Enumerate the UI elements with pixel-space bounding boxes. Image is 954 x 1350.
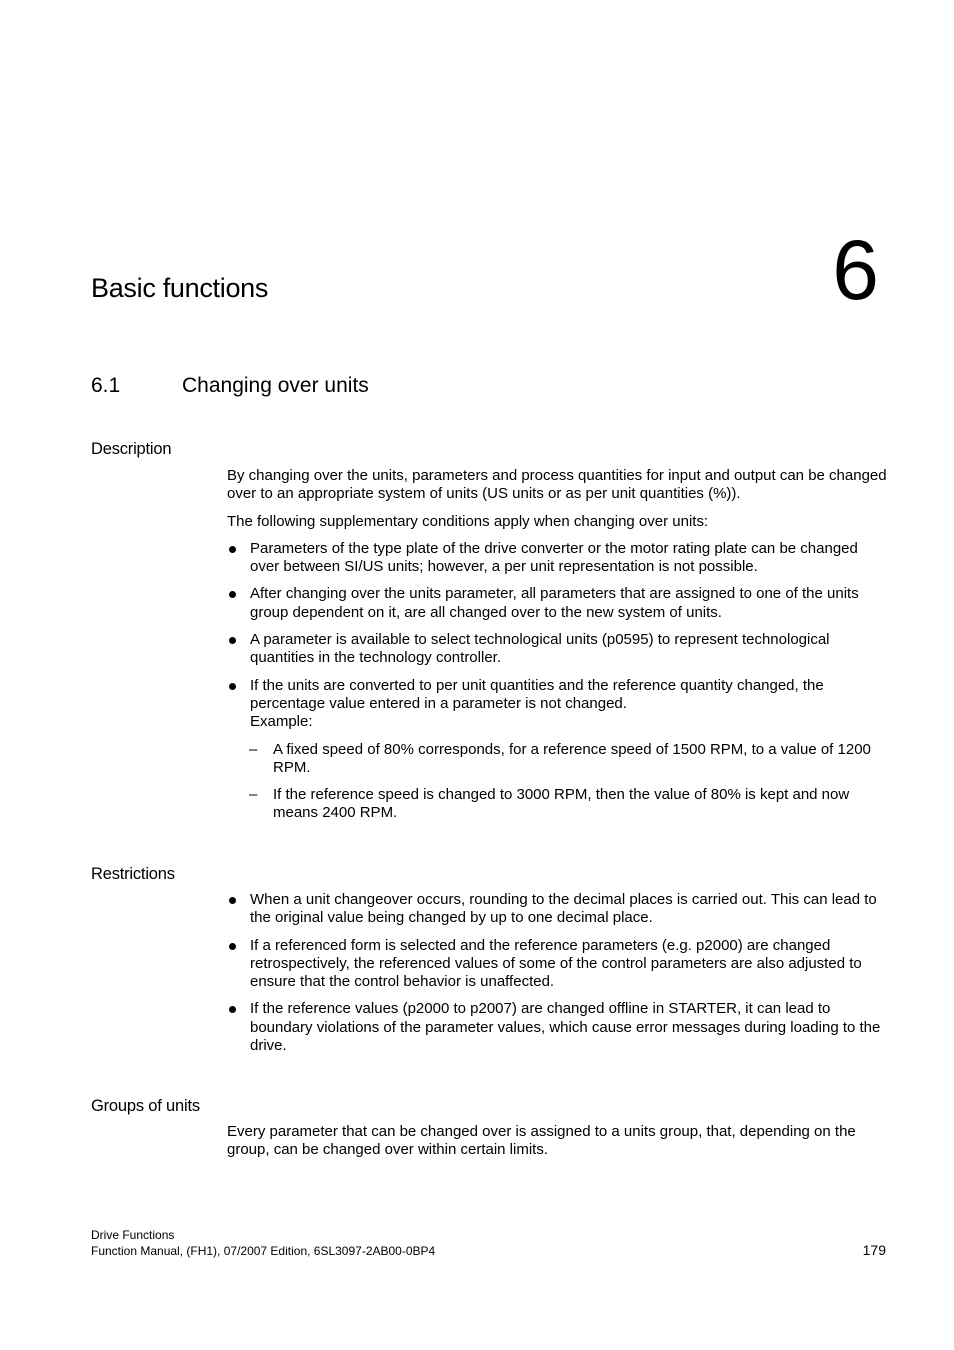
groups-heading: Groups of units bbox=[91, 1097, 200, 1115]
section-title: Changing over units bbox=[182, 374, 369, 397]
description-intro: By changing over the units, parameters and process quantities for input and output can be changed over to an appropriate system of units (US units or as per unit quantities (%)). bbox=[227, 467, 887, 503]
section-number: 6.1 bbox=[91, 374, 121, 397]
list-item: Parameters of the type plate of the drive converter or the motor rating plate can be changed over between SI/US units; however, a per unit representation is not possible. bbox=[227, 540, 887, 577]
restrictions-body bbox=[227, 891, 887, 1055]
bullet-icon bbox=[229, 1006, 236, 1013]
conditions-intro: The following supplementary conditions apply when changing over units: bbox=[227, 512, 709, 530]
restrictions-heading: Restrictions bbox=[91, 865, 175, 883]
dash-icon: – bbox=[249, 740, 258, 758]
list-item: If the reference values (p2000 to p2007) are changed offline in STARTER, it can lead to boundary violations of the parameter values, which cause error messages during loading to the drive. bbox=[227, 1000, 887, 1055]
list-item: After changing over the units parameter, all parameters that are assigned to one of the units group dependent on it, are all changed over to the new system of units. bbox=[227, 585, 887, 622]
bullet-icon bbox=[229, 546, 236, 553]
list-item: If a referenced form is selected and the reference parameters (e.g. p2000) are changed retrospectively, the referenced values of some of the control parameters are also adjusted to ensure that the control behavior is unaffected. bbox=[227, 937, 887, 992]
dash-icon: – bbox=[249, 786, 258, 804]
description-heading: Description bbox=[91, 440, 172, 458]
chapter-number: 6 bbox=[832, 223, 879, 317]
bullet-icon bbox=[229, 943, 236, 950]
bullet-icon bbox=[229, 591, 236, 598]
example-label: Example: bbox=[250, 713, 313, 731]
list-item: A parameter is available to select technological units (p0595) to represent technological quantities in the technology controller. bbox=[227, 631, 887, 668]
footer-line2: Function Manual, (FH1), 07/2007 Edition, 6SL3097-2AB00-0BP4 bbox=[91, 1244, 436, 1258]
bullet-icon bbox=[229, 897, 236, 904]
description-body bbox=[227, 467, 887, 823]
chapter-title: Basic functions bbox=[91, 273, 269, 303]
footer-line1: Drive Functions bbox=[91, 1228, 175, 1242]
list-item: – A fixed speed of 80% corresponds, for a reference speed of 1500 RPM, to a value of 1200 RPM. bbox=[249, 740, 871, 776]
list-item: If the units are converted to per unit quantities and the reference quantity changed, the percentage value entered in a parameter is not changed. Example: bbox=[227, 677, 887, 732]
page-number: 179 bbox=[862, 1242, 886, 1258]
bullet-icon bbox=[229, 683, 236, 690]
bullet-icon bbox=[229, 637, 236, 644]
groups-text: Every parameter that can be changed over is assigned to a units group, that, depending on the group, can be changed over within certain limits. bbox=[227, 1123, 856, 1159]
groups-body bbox=[227, 1123, 887, 1160]
list-item: – If the reference speed is changed to 3000 RPM, then the value of 80% is kept and now means 2400 RPM. bbox=[249, 786, 850, 822]
list-item: When a unit changeover occurs, rounding to the decimal places is carried out. This can lead to the original value being changed by up to one decimal place. bbox=[227, 891, 887, 928]
